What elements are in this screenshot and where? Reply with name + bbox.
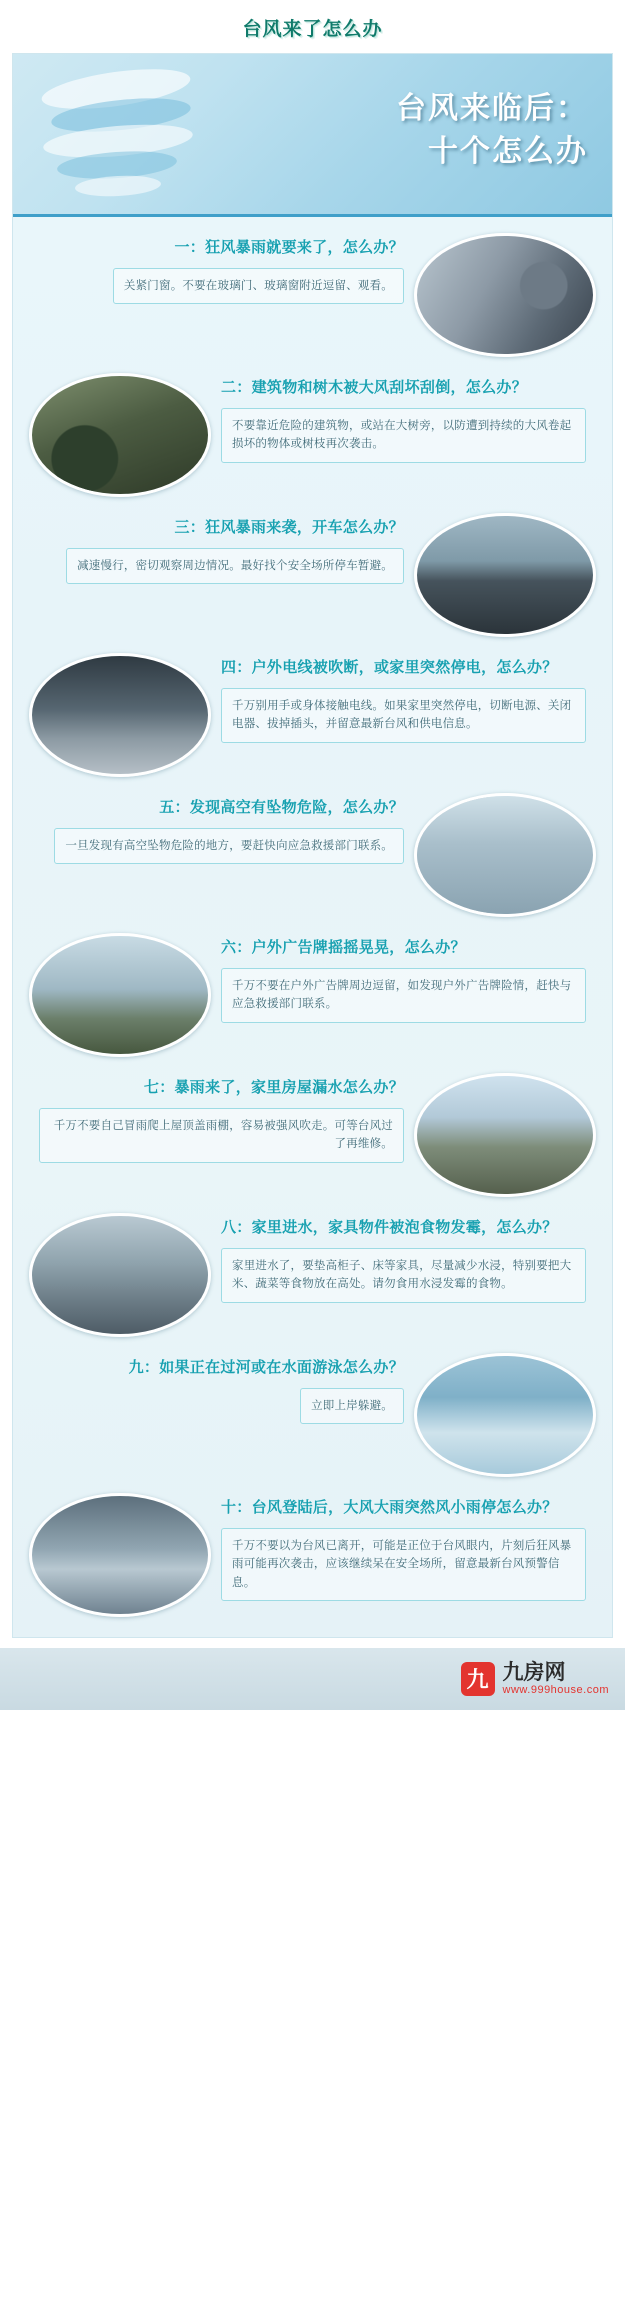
fallen-tree-rescue-photo (29, 373, 211, 497)
elderly-man-taping-window-photo (414, 233, 596, 357)
answer-card (300, 1388, 404, 1425)
list-item (29, 229, 596, 357)
logo-mark-icon: 九 (461, 1662, 495, 1696)
downed-power-line-photo (29, 653, 211, 777)
answer-card (221, 688, 586, 743)
list-item (29, 1349, 596, 1477)
page-title (0, 0, 625, 53)
content-panel (12, 53, 613, 1638)
list-item (29, 649, 596, 777)
answer-text: 一旦发现有高空坠物危险的地方，要赶快向应急救援部门联系。 (65, 839, 393, 852)
list-item (29, 789, 596, 917)
question-title: 七：暴雨来了，家里房屋漏水怎么办？ (143, 1079, 404, 1096)
question-title: 二：建筑物和树木被大风刮坏刮倒，怎么办？ (221, 379, 528, 396)
collapsed-billboard-photo (29, 933, 211, 1057)
answer-text: 千万不要在户外广告牌周边逗留，如发现户外广告牌险情，赶快与应急救援部门联系。 (232, 979, 572, 1011)
question-title: 十：台风登陆后，大风大雨突然风小雨停怎么办？ (221, 1499, 558, 1516)
footer-bar (0, 1648, 625, 1710)
answer-text: 家里进水了，要垫高柜子、床等家具，尽量减少水浸，特别要把大米、蔬菜等食物放在高处。请勿食用水浸发霉的食物。 (232, 1259, 572, 1291)
list-item (29, 1209, 596, 1337)
answer-card (221, 1528, 586, 1602)
list-item (29, 509, 596, 637)
question-title: 三：狂风暴雨来袭，开车怎么办？ (174, 519, 404, 536)
man-on-roof-repair-photo (414, 1073, 596, 1197)
header-banner (13, 54, 612, 217)
answer-text: 关紧门窗。不要在玻璃门、玻璃窗附近逗留、观看。 (123, 279, 393, 292)
answer-card (113, 268, 404, 305)
answer-text: 立即上岸躲避。 (311, 1399, 393, 1412)
answer-card (221, 968, 586, 1023)
banner-heading-line1: 台风来临后： (396, 92, 588, 125)
question-title: 四：户外电线被吹断，或家里突然停电，怎么办？ (221, 659, 558, 676)
page-title-text: 台风来了怎么办 (242, 19, 383, 40)
list-item (29, 929, 596, 1057)
question-title: 六：户外广告牌摇摇晃晃，怎么办？ (221, 939, 466, 956)
answer-card (66, 548, 404, 585)
answer-text: 减速慢行，密切观察周边情况。最好找个安全场所停车暂避。 (77, 559, 393, 572)
site-logo[interactable] (461, 1662, 609, 1696)
people-in-water-photo (414, 1353, 596, 1477)
logo-name: 九房网 (502, 1660, 566, 1684)
highrise-building-falling-object-photo (414, 793, 596, 917)
answer-text: 千万不要以为台风已离开，可能是正位于台风眼内，片刻后狂风暴雨可能再次袭击，应该继续呆在安全场所，留意最新台风预警信息。 (232, 1539, 572, 1589)
list-item (29, 1069, 596, 1197)
question-title: 八：家里进水，家具物件被泡食物发霉，怎么办？ (221, 1219, 558, 1236)
banner-heading (396, 88, 588, 173)
answer-card (39, 1108, 404, 1163)
answer-card (221, 1248, 586, 1303)
answer-text: 千万别用手或身体接触电线。如果家里突然停电，切断电源、关闭电器、拔掉插头，并留意最新台风和供电信息。 (232, 699, 572, 731)
answer-text: 千万不要自己冒雨爬上屋顶盖雨棚，容易被强风吹走。可等台风过了再维修。 (53, 1119, 393, 1151)
question-title: 五：发现高空有坠物危险，怎么办？ (159, 799, 404, 816)
answer-card (221, 408, 586, 463)
answer-text: 不要靠近危险的建筑物，或站在大树旁，以防遭到持续的大风卷起损坏的物体或树枝再次袭击。 (232, 419, 572, 451)
flooded-home-street-photo (29, 1213, 211, 1337)
list-item (29, 1489, 596, 1617)
answer-card (54, 828, 404, 865)
banner-heading-line2: 十个怎么办 (428, 134, 588, 168)
question-title: 一：狂风暴雨就要来了，怎么办？ (174, 239, 404, 256)
question-title: 九：如果正在过河或在水面游泳怎么办？ (128, 1359, 404, 1376)
calm-typhoon-eye-shore-photo (29, 1493, 211, 1617)
car-windshield-rain-photo (414, 513, 596, 637)
list-item (29, 369, 596, 497)
logo-url: www.999house.com (502, 1684, 609, 1697)
